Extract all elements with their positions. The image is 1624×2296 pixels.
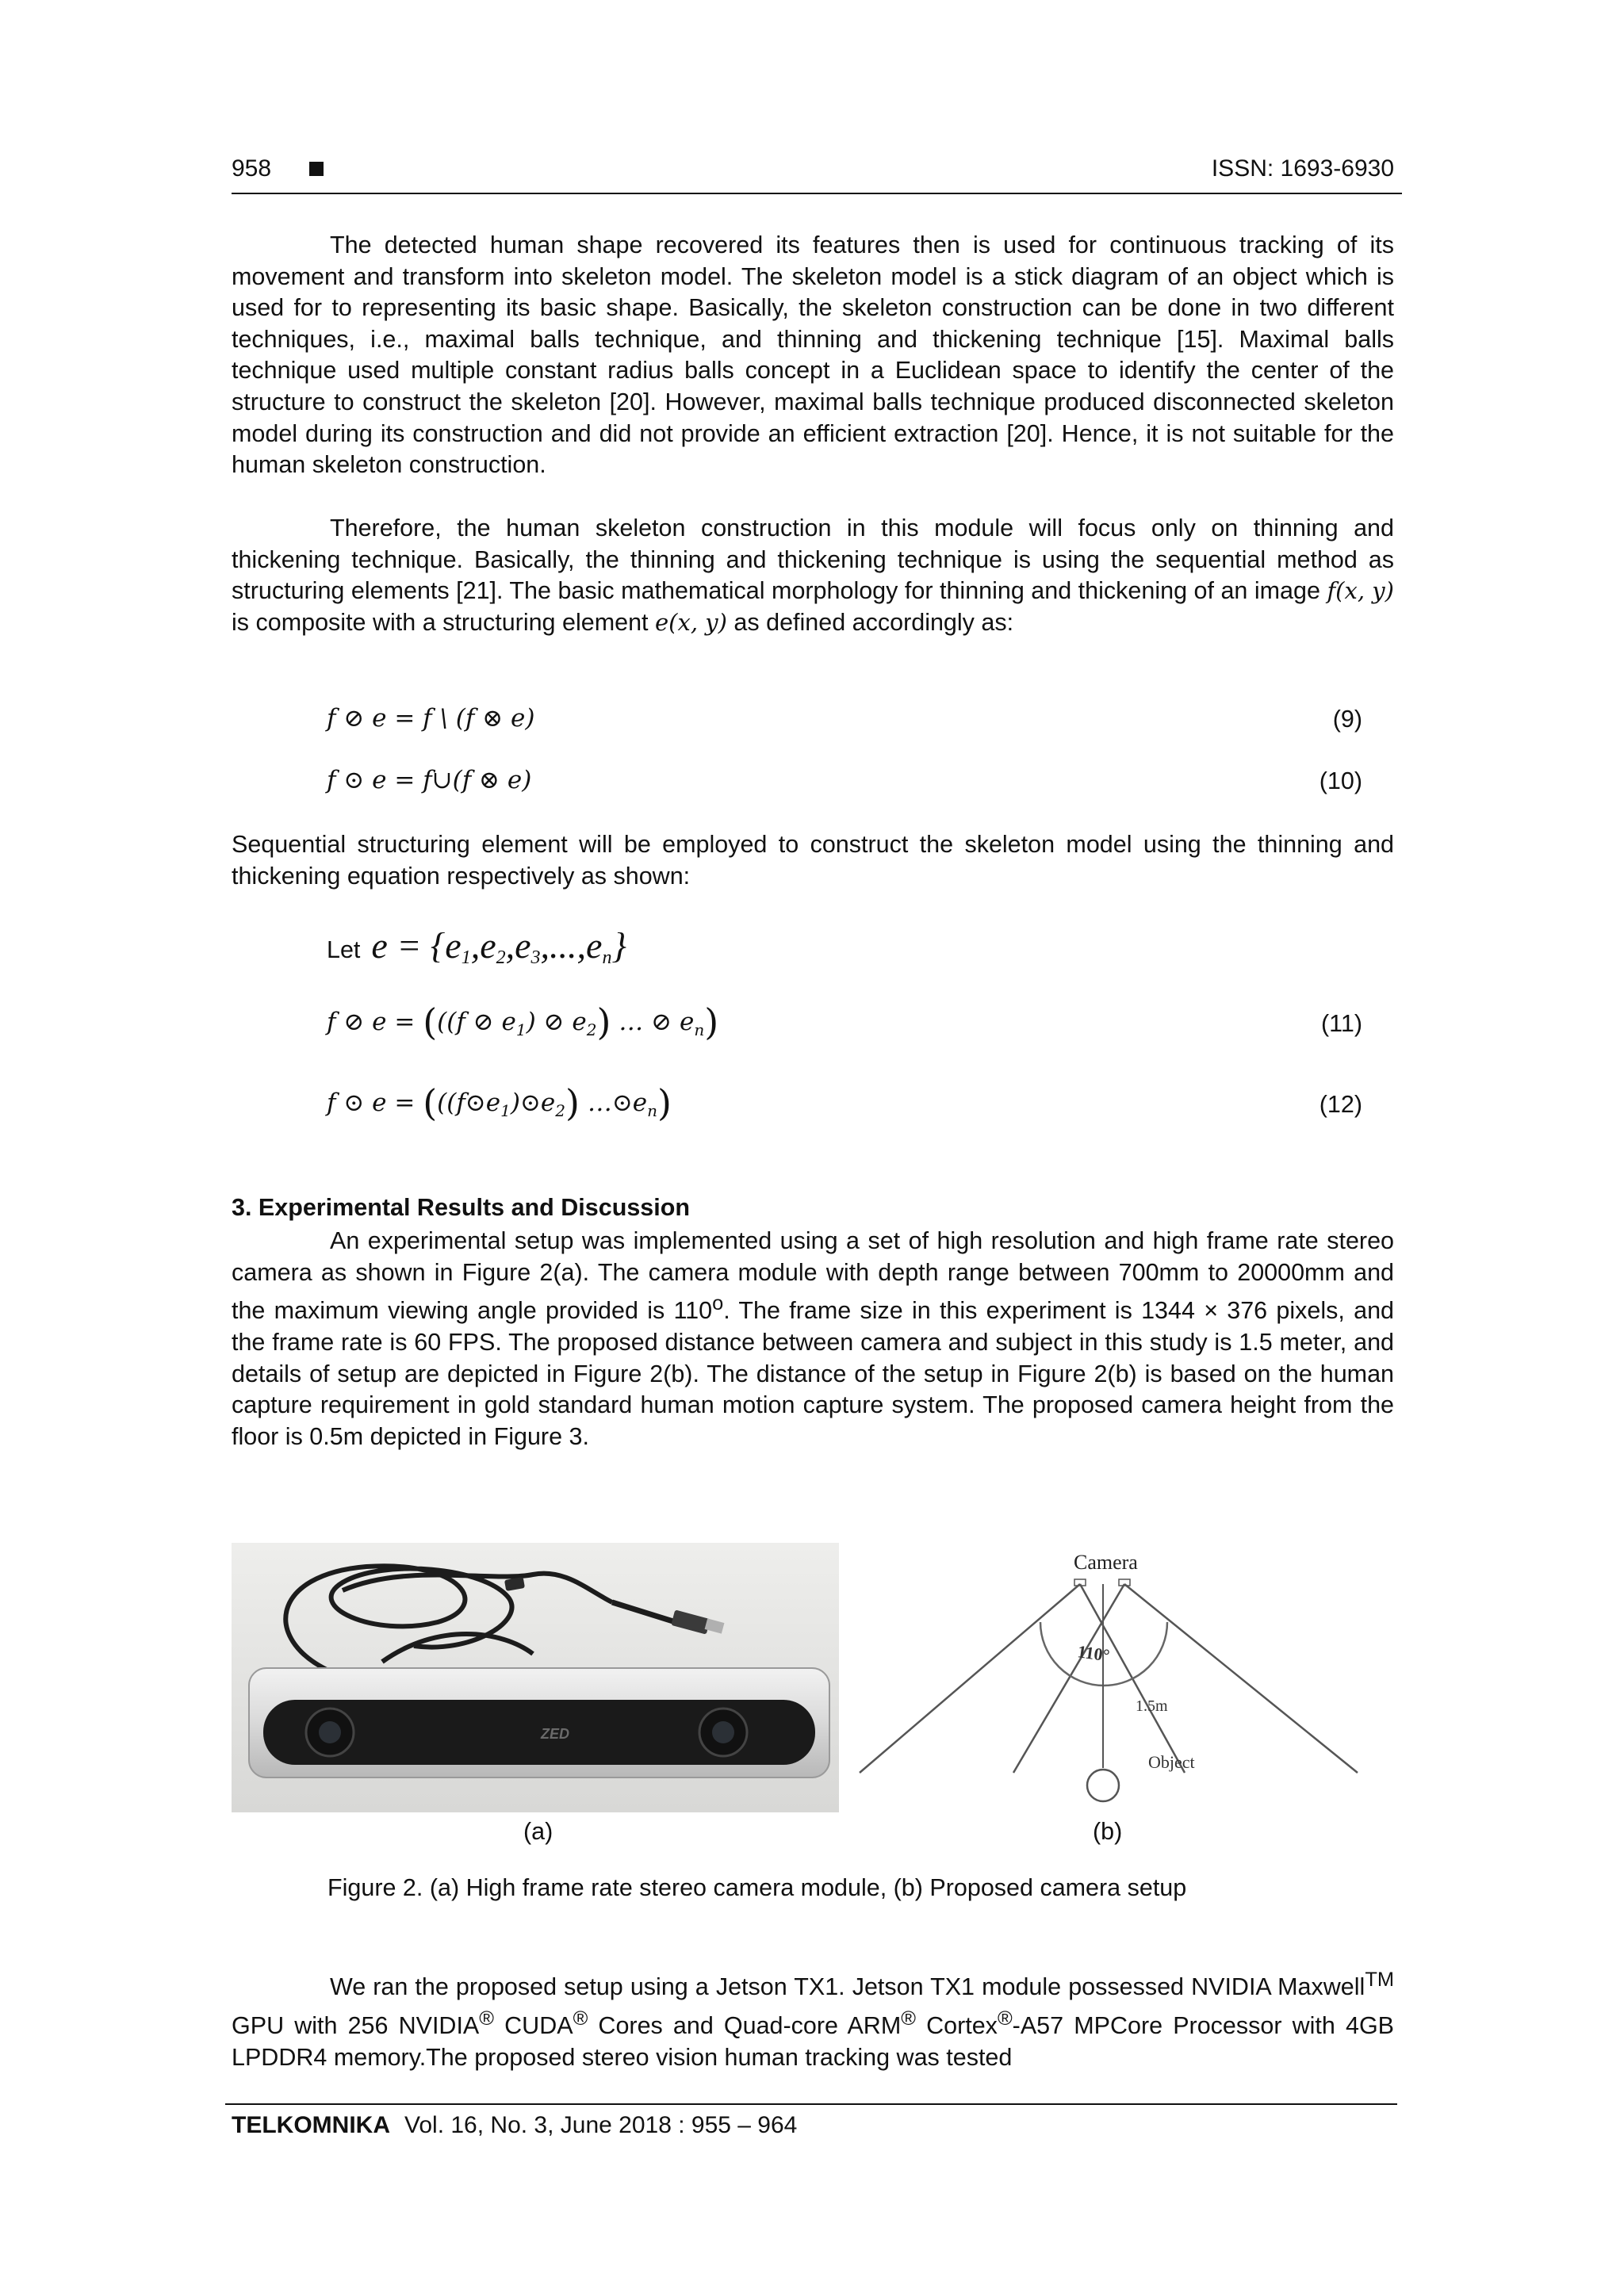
inline-math-e: e(x, y) [654,608,727,636]
equation-12: f ⊙ $e = (((f⊙e_1)⊙e_2)$ $\dots⊙e_n$) [327,1081,672,1124]
paragraph-text: is composite with a structuring element [232,608,655,636]
equation-number-12: (12) [1319,1091,1362,1118]
section-heading: 3. Experimental Results and Discussion [232,1194,690,1221]
camera-brand-label: ZED [541,1726,569,1742]
header-square-bullet [309,162,324,176]
journal-citation: Vol. 16, No. 3, June 2018 : 955 – 964 [404,2112,798,2138]
stereo-camera-image [232,1543,839,1812]
diagram-label-distance: 1.5m [1136,1697,1168,1715]
page-number: 958 [232,155,272,182]
paragraph-text: Therefore, the human skeleton construction in this module will focus only on thinning and thickening technique. Basically, the thinning and thickening technique is using the sequential method as structuring elements [21]. The basic mathematical morphology for thinning and thickening of an image [232,515,1394,605]
paragraph-text: . The frame size in this experiment is 1344 × 376 pixels, and the frame rate is 60 FPS. The proposed distance between camera and subject in this study is 1.5 meter, and details of setup are depicted in Figure 2(b). The distance of the setup in Figure 2(b) is based on the human capture requirement in gold standard human motion capture system. The proposed camera height from the floor is 0.5m depicted in Figure 3. [232,1297,1394,1450]
registered-superscript: ® [573,2007,588,2030]
equation-10: f ⊙ e = f∪(f ⊗ e) [327,766,532,794]
let-label: Let [327,936,361,963]
equation-9: f ⊘ e = f \ (f ⊗ e) [327,704,535,733]
paragraph-jetson-tx1 [232,1965,1394,2073]
paragraph-text: GPU with 256 NVIDIA [232,2011,480,2039]
footer-rule [225,2103,1397,2105]
journal-name: TELKOMNIKA [232,2112,390,2138]
paragraph-text: Cores and Quad-core ARM [588,2011,902,2039]
paragraph-experimental-setup [232,1226,1394,1452]
registered-superscript: ® [479,2007,495,2030]
equation-number-9: (9) [1332,706,1362,733]
equation-number-11: (11) [1321,1010,1362,1037]
paragraph-text: We ran the proposed setup using a Jetson TX1. Jetson TX1 module possessed NVIDIA Maxwell [330,1973,1365,2001]
degree-superscript: o [712,1292,724,1315]
trademark-superscript: TM [1365,1969,1394,1991]
let-statement [327,924,626,969]
paragraph-sequential-element: Sequential structuring element will be employed to construct the skeleton model using the thinning and thickening equation respectively as shown: [232,831,1394,890]
inline-math-f: f(x, y) [1327,577,1394,605]
diagram-label-object: Object [1148,1752,1195,1772]
issn: ISSN: 1693-6930 [1211,155,1394,182]
structuring-element-set: $e = \{e_1,e_2,e_3,...,e_n\}$ [371,925,626,968]
figure-caption: Figure 2. (a) High frame rate stereo camera module, (b) Proposed camera setup [327,1874,1187,1901]
equation-11: f ⊘ e = (((f ⊘ $e_1$) ⊘ $e_2$) … ⊘ $e_n$) [327,1001,719,1043]
setup-diagram-svg [856,1543,1380,1812]
header-rule [232,193,1402,194]
paragraph-thinning-thickening [232,513,1394,638]
figure-camera-setup-diagram [856,1543,1380,1812]
running-footer [232,2112,797,2139]
figure-label-b: (b) [1093,1818,1123,1845]
paragraph-text: Cortex [915,2011,998,2039]
paragraph-skeleton-intro: The detected human shape recovered its features then is used for continuous tracking of its movement and transform into skeleton model. The skeleton model is a stick diagram of an object which is used for to representing its basic shape. Basically, the skeleton construction can be done in two different techniques, i.e., maximal balls technique, and thinning and thickening technique [15]. Maximal balls technique used multiple constant radius balls concept in a Euclidean space to identify the center of the structure to construct the skeleton [20]. However, maximal balls technique produced disconnected skeleton model during its construction and did not provide an efficient extraction [20]. Hence, it is not suitable for the human skeleton construction. [232,232,1394,479]
diagram-label-camera: Camera [1074,1551,1138,1574]
registered-superscript: ® [901,2007,916,2030]
diagram-label-angle: 110° [1076,1641,1111,1666]
paragraph-text: as defined accordingly as: [726,608,1014,636]
paragraph-text: An experimental setup was implemented using a set of high resolution and high frame rate stereo camera as shown in Figure 2(a). The camera module with depth range between 700mm to 20000mm and the maximum viewing angle provided is 110 [232,1227,1394,1325]
paragraph-text: -A57 MPCore Processor with 4GB LPDDR4 memory.The proposed stereo vision human tracking was tested [232,2011,1395,2071]
paragraph-text: CUDA [494,2011,573,2039]
running-header [232,155,1394,190]
registered-superscript: ® [997,2007,1013,2030]
figure-label-a: (a) [523,1818,553,1845]
equation-number-10: (10) [1319,767,1362,794]
figure-camera-photo [232,1543,839,1812]
